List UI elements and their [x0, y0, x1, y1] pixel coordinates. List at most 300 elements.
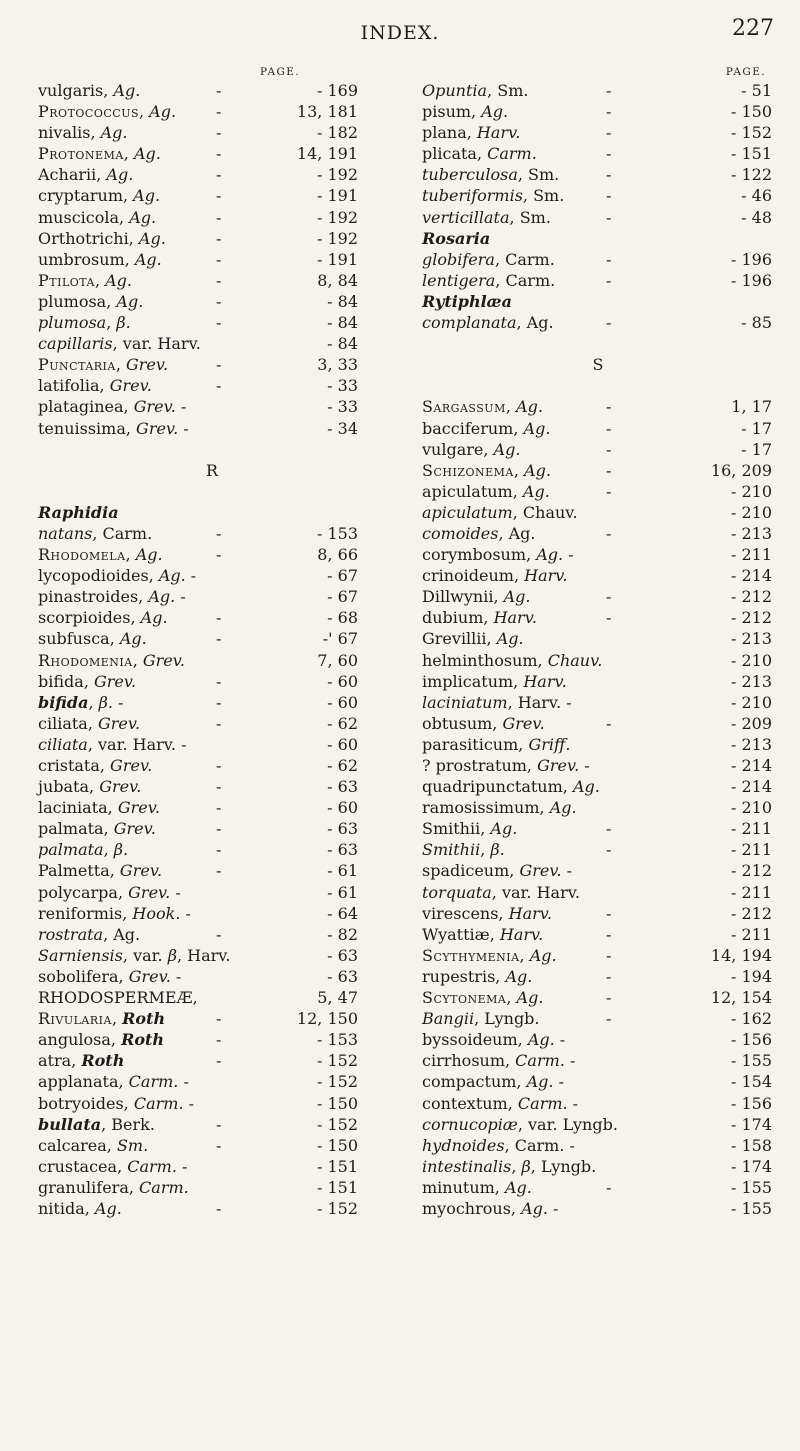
entry-name: reniformis, Hook. -: [38, 903, 191, 923]
entry-page: - 211: [730, 819, 772, 839]
index-entry: [422, 101, 774, 122]
index-entry: [38, 607, 386, 628]
entry-name: palmata, Grev.: [38, 819, 156, 839]
entry-name: Smithii, Ag.: [422, 819, 518, 839]
page-column-label: PAGE.: [725, 66, 766, 78]
entry-page: - 214: [730, 566, 772, 586]
leader-dash: -: [216, 1051, 222, 1071]
index-entry: [422, 1198, 774, 1219]
entry-page: - 84: [327, 313, 358, 333]
index-entry: [422, 460, 774, 481]
leader-dash: -: [216, 924, 222, 944]
index-entry: [38, 291, 386, 312]
index-entry: [38, 966, 386, 987]
entry-name: scorpioides, Ag.: [38, 608, 168, 628]
index-entry: [422, 439, 774, 460]
index-entry: [422, 650, 774, 671]
entry-name: Palmetta, Grev.: [38, 861, 163, 881]
index-entries: [38, 80, 386, 1219]
index-entry: [38, 713, 386, 734]
index-entry: [38, 270, 386, 291]
index-entry: [422, 607, 774, 628]
entry-page: -' 67: [322, 629, 358, 649]
leader-dash: -: [606, 144, 612, 164]
entry-name: rupestris, Ag.: [422, 966, 533, 986]
leader-dash: -: [216, 1135, 222, 1155]
index-entry: [38, 1114, 386, 1135]
entry-page: 1, 17: [731, 397, 772, 417]
leader-dash: -: [216, 270, 222, 290]
entry-page: - 213: [730, 671, 772, 691]
index-entry: [422, 207, 774, 228]
index-entry: [38, 1093, 386, 1114]
leader-dash: -: [606, 81, 612, 100]
entry-name: tuberiformis, Sm.: [422, 186, 565, 206]
entry-page: - 214: [730, 756, 772, 775]
index-entry: [422, 249, 774, 270]
index-entry: [38, 692, 386, 713]
entry-name: corymbosum, Ag. -: [422, 545, 574, 565]
entry-page: - 209: [730, 713, 772, 733]
entry-name: verticillata, Sm.: [422, 207, 551, 227]
spacer: [422, 375, 774, 396]
entry-page: - 46: [741, 186, 772, 206]
entry-page: - 155: [730, 1051, 772, 1071]
index-entry: [422, 143, 774, 164]
entry-page: - 210: [730, 692, 772, 712]
entry-name: Orthotrichi, Ag.: [38, 228, 166, 248]
leader-dash: -: [606, 840, 612, 860]
entry-page: - 33: [327, 397, 358, 417]
entry-name: globifera, Carm.: [422, 249, 555, 269]
index-entry: [422, 502, 774, 523]
index-entry: [38, 502, 386, 523]
entry-name: ciliata, Grev.: [38, 713, 141, 733]
entry-page: - 156: [730, 1030, 772, 1050]
index-entry: [38, 333, 386, 354]
index-entry: [422, 1008, 774, 1029]
entry-name: capillaris, var. Harv.: [38, 334, 201, 354]
entry-name: apiculatum, Ag.: [422, 481, 550, 501]
entry-name: laciniatum, Harv. -: [422, 692, 572, 712]
entry-name: ciliata, var. Harv. -: [38, 734, 187, 754]
entry-name: Opuntia, Sm.: [422, 81, 529, 100]
entry-page: - 60: [327, 798, 358, 818]
entry-name: Sarniensis, var. β, Harv.: [38, 945, 231, 965]
entry-name: apiculatum, Chauv.: [422, 502, 578, 522]
entry-name: cristata, Grev.: [38, 756, 153, 775]
index-entry: [38, 734, 386, 755]
index-entry: [422, 544, 774, 565]
leader-dash: -: [606, 397, 612, 417]
entry-name: rostrata, Ag.: [38, 924, 141, 944]
entry-name: ramosissimum, Ag.: [422, 798, 577, 818]
entry-name: Sargassum, Ag.: [422, 397, 543, 417]
entry-page: - 191: [316, 186, 358, 206]
index-entry: [38, 903, 386, 924]
entry-name: umbrosum, Ag.: [38, 249, 162, 269]
entry-page: - 211: [730, 545, 772, 565]
page-column-label: PAGE.: [260, 66, 301, 78]
spacer: [422, 333, 774, 354]
index-entry: [422, 692, 774, 713]
index-entry: [422, 839, 774, 860]
entry-page: - 67: [327, 566, 358, 586]
entry-name: Acharii, Ag.: [38, 165, 134, 185]
entry-name: jubata, Grev.: [38, 777, 142, 797]
entry-name: crustacea, Carm. -: [38, 1156, 188, 1176]
entry-page: - 194: [730, 966, 772, 986]
entry-name: applanata, Carm. -: [38, 1072, 189, 1092]
entry-page: - 17: [741, 418, 772, 438]
entry-name: polycarpa, Grev. -: [38, 882, 181, 902]
index-entries: [422, 80, 774, 1219]
leader-dash: -: [216, 186, 222, 206]
entry-page: - 211: [730, 840, 772, 860]
entry-page: - 51: [741, 81, 772, 100]
index-entry: [422, 671, 774, 692]
entry-name: minutum, Ag.: [422, 1177, 532, 1197]
leader-dash: -: [606, 988, 612, 1008]
entry-page: - 152: [730, 123, 772, 143]
index-entry: [422, 966, 774, 987]
leader-dash: -: [216, 692, 222, 712]
entry-name: plana, Harv.: [422, 123, 521, 143]
entry-page: - 158: [730, 1135, 772, 1155]
index-column-right: [422, 66, 774, 1219]
entry-page: 16, 209: [710, 460, 772, 480]
entry-name: Rhodomela, Ag.: [38, 545, 163, 565]
entry-page: - 192: [316, 228, 358, 248]
entry-name: cirrhosum, Carm. -: [422, 1051, 576, 1071]
section-letter-text: S: [592, 355, 604, 375]
entry-page: - 210: [730, 502, 772, 522]
leader-dash: -: [216, 313, 222, 333]
section-letter: [422, 354, 774, 375]
entry-page: - 62: [327, 713, 358, 733]
entry-page: - 150: [730, 102, 772, 122]
index-entry: [422, 481, 774, 502]
entry-name: botryoides, Carm. -: [38, 1093, 195, 1113]
entry-page: - 62: [327, 756, 358, 775]
entry-name: Rosaria: [422, 228, 491, 248]
index-entry: [38, 312, 386, 333]
entry-page: - 63: [327, 945, 358, 965]
entry-name: contextum, Carm. -: [422, 1093, 579, 1113]
entry-page: 13, 181: [296, 102, 358, 122]
index-entry: [38, 945, 386, 966]
entry-name: ? prostratum, Grev. -: [422, 756, 590, 775]
index-entry: [422, 1156, 774, 1177]
entry-page: 14, 194: [710, 945, 772, 965]
entry-page: - 212: [730, 608, 772, 628]
leader-dash: -: [216, 671, 222, 691]
index-entry: [38, 860, 386, 881]
entry-page: - 82: [327, 924, 358, 944]
leader-dash: -: [606, 439, 612, 459]
index-entry: [38, 1135, 386, 1156]
leader-dash: -: [606, 608, 612, 628]
index-entry: [38, 228, 386, 249]
index-entry: [422, 565, 774, 586]
leader-dash: -: [606, 165, 612, 185]
entry-name: cornucopiæ, var. Lyngb.: [422, 1114, 618, 1134]
page-header: [0, 0, 800, 60]
leader-dash: -: [606, 460, 612, 480]
entry-page: - 196: [730, 249, 772, 269]
index-entry: [422, 797, 774, 818]
entry-name: Dillwynii, Ag.: [422, 587, 531, 607]
index-entry: [422, 122, 774, 143]
entry-name: nitida, Ag.: [38, 1198, 122, 1218]
entry-page: - 84: [327, 291, 358, 311]
index-entry: [38, 839, 386, 860]
index-entry: [38, 80, 386, 101]
leader-dash: -: [606, 418, 612, 438]
entry-page: - 68: [327, 608, 358, 628]
leader-dash: -: [606, 1009, 612, 1029]
leader-dash: -: [606, 481, 612, 501]
entry-name: natans, Carm.: [38, 523, 153, 543]
leader-dash: -: [606, 924, 612, 944]
leader-dash: -: [216, 355, 222, 375]
entry-page: - 63: [327, 840, 358, 860]
entry-page: - 211: [730, 924, 772, 944]
index-entry: [422, 1050, 774, 1071]
entry-page: - 151: [730, 144, 772, 164]
index-entry: [38, 418, 386, 439]
leader-dash: -: [606, 945, 612, 965]
entry-page: - 151: [316, 1156, 358, 1176]
entry-name: plataginea, Grev. -: [38, 397, 187, 417]
index-entry: [38, 207, 386, 228]
entry-name: plumosa, β.: [38, 313, 131, 333]
leader-dash: -: [216, 629, 222, 649]
entry-name: atra, Roth: [38, 1051, 125, 1071]
entry-name: Rytiphlæa: [422, 291, 512, 311]
entry-page: - 210: [730, 650, 772, 670]
entry-name: plumosa, Ag.: [38, 291, 144, 311]
entry-name: latifolia, Grev.: [38, 376, 152, 396]
entry-page: - 155: [730, 1198, 772, 1218]
index-entry: [422, 1114, 774, 1135]
entry-page: - 17: [741, 439, 772, 459]
entry-name: Bangii, Lyngb.: [422, 1009, 540, 1029]
index-entry: [422, 312, 774, 333]
index-entry: [38, 523, 386, 544]
index-column-left: [38, 66, 386, 1219]
entry-name: complanata, Ag.: [422, 313, 554, 333]
entry-name: quadripunctatum, Ag.: [422, 777, 600, 797]
index-entry: [422, 164, 774, 185]
entry-page: 8, 66: [317, 545, 358, 565]
entry-page: - 153: [316, 523, 358, 543]
entry-page: - 152: [316, 1198, 358, 1218]
index-entry: [38, 776, 386, 797]
leader-dash: -: [216, 1114, 222, 1134]
entry-name: palmata, β.: [38, 840, 129, 860]
index-entry: [422, 1071, 774, 1092]
entry-page: - 212: [730, 861, 772, 881]
entry-name: Scytonema, Ag.: [422, 988, 544, 1008]
entry-name: lycopodioides, Ag. -: [38, 566, 197, 586]
entry-name: implicatum, Harv.: [422, 671, 567, 691]
entry-name: Punctaria, Grev.: [38, 355, 169, 375]
entry-page: - 150: [316, 1135, 358, 1155]
entry-name: Wyattiæ, Harv.: [422, 924, 544, 944]
leader-dash: -: [606, 249, 612, 269]
entry-page: - 33: [327, 376, 358, 396]
entry-name: helminthosum, Chauv.: [422, 650, 603, 670]
entry-page: - 153: [316, 1030, 358, 1050]
index-entry: [38, 1071, 386, 1092]
leader-dash: -: [216, 1030, 222, 1050]
entry-page: - 152: [316, 1072, 358, 1092]
entry-name: obtusum, Grev.: [422, 713, 545, 733]
leader-dash: -: [606, 903, 612, 923]
leader-dash: -: [216, 819, 222, 839]
entry-page: - 211: [730, 882, 772, 902]
entry-page: - 155: [730, 1177, 772, 1197]
index-entry: [38, 1050, 386, 1071]
entry-page: - 214: [730, 777, 772, 797]
entry-page: - 60: [327, 671, 358, 691]
index-entry: [422, 628, 774, 649]
entry-page: - 156: [730, 1093, 772, 1113]
index-entry: [422, 1135, 774, 1156]
index-entry: [38, 354, 386, 375]
entry-name: torquata, var. Harv.: [422, 882, 580, 902]
index-entry: [422, 713, 774, 734]
leader-dash: -: [606, 102, 612, 122]
entry-page: 12, 150: [296, 1009, 358, 1029]
entry-name: bifida, Grev.: [38, 671, 137, 691]
index-entry: [422, 987, 774, 1008]
entry-page: - 84: [327, 334, 358, 354]
entry-name: Protococcus, Ag.: [38, 102, 177, 122]
entry-page: - 61: [327, 882, 358, 902]
entry-page: - 191: [316, 249, 358, 269]
leader-dash: -: [606, 523, 612, 543]
leader-dash: -: [606, 819, 612, 839]
entry-name: Raphidia: [38, 502, 119, 522]
entry-page: - 213: [730, 734, 772, 754]
index-entry: [38, 671, 386, 692]
entry-page: - 151: [316, 1177, 358, 1197]
section-letter: [38, 460, 386, 481]
leader-dash: -: [606, 313, 612, 333]
entry-page: - 63: [327, 777, 358, 797]
leader-dash: -: [606, 587, 612, 607]
entry-name: granulifera, Carm.: [38, 1177, 189, 1197]
entry-name: parasiticum, Griff.: [422, 734, 571, 754]
entry-name: laciniata, Grev.: [38, 798, 160, 818]
leader-dash: -: [216, 777, 222, 797]
index-entry: [38, 375, 386, 396]
leader-dash: -: [216, 756, 222, 775]
entry-name: tuberculosa, Sm.: [422, 165, 560, 185]
entry-page: - 63: [327, 819, 358, 839]
index-entry: [38, 650, 386, 671]
entry-name: pinastroides, Ag. -: [38, 587, 186, 607]
leader-dash: -: [216, 523, 222, 543]
leader-dash: -: [216, 207, 222, 227]
index-entry: [38, 797, 386, 818]
entry-page: - 192: [316, 165, 358, 185]
index-entry: [422, 523, 774, 544]
entry-name: Ptilota, Ag.: [38, 270, 133, 290]
entry-page: - 150: [316, 1093, 358, 1113]
index-entry: [38, 164, 386, 185]
leader-dash: -: [216, 144, 222, 164]
leader-dash: -: [606, 713, 612, 733]
entry-name: muscicola, Ag.: [38, 207, 157, 227]
entry-page: - 152: [316, 1051, 358, 1071]
entry-name: compactum, Ag. -: [422, 1072, 564, 1092]
leader-dash: -: [216, 376, 222, 396]
entry-name: sobolifera, Grev. -: [38, 966, 182, 986]
entry-name: vulgaris, Ag.: [38, 81, 141, 100]
entry-name: RHODOSPERMEÆ,: [38, 988, 198, 1008]
index-entry: [38, 396, 386, 417]
index-entry: [38, 755, 386, 776]
page-number: 227: [732, 16, 774, 41]
entry-page: - 196: [730, 270, 772, 290]
leader-dash: -: [216, 840, 222, 860]
entry-name: nivalis, Ag.: [38, 123, 128, 143]
leader-dash: -: [216, 608, 222, 628]
leader-dash: -: [216, 1198, 222, 1218]
entry-name: crinoideum, Harv.: [422, 566, 568, 586]
entry-name: Rivularia, Roth: [38, 1009, 166, 1029]
entry-page: - 213: [730, 629, 772, 649]
index-entry: [38, 565, 386, 586]
entry-name: bullata, Berk.: [38, 1114, 155, 1134]
entry-page: - 61: [327, 861, 358, 881]
index-entry: [422, 882, 774, 903]
index-entry: [38, 143, 386, 164]
entry-name: Protonema, Ag.: [38, 144, 161, 164]
entry-name: Scythymenia, Ag.: [422, 945, 557, 965]
entry-page: 8, 84: [317, 270, 358, 290]
leader-dash: -: [216, 102, 222, 122]
index-entry: [422, 945, 774, 966]
index-entry: [38, 1156, 386, 1177]
entry-page: - 174: [730, 1156, 772, 1176]
entry-name: bacciferum, Ag.: [422, 418, 551, 438]
index-entry: [422, 1029, 774, 1050]
entry-page: - 210: [730, 798, 772, 818]
entry-page: - 154: [730, 1072, 772, 1092]
entry-name: byssoideum, Ag. -: [422, 1030, 566, 1050]
entry-page: - 64: [327, 903, 358, 923]
index-entry: [38, 882, 386, 903]
entry-name: Schizonema, Ag.: [422, 460, 551, 480]
entry-name: tenuissima, Grev. -: [38, 418, 189, 438]
entry-name: Smithii, β.: [422, 840, 505, 860]
entry-page: - 67: [327, 587, 358, 607]
leader-dash: -: [606, 123, 612, 143]
index-entry: [422, 755, 774, 776]
entry-page: - 182: [316, 123, 358, 143]
index-entry: [38, 544, 386, 565]
entry-page: 3, 33: [317, 355, 358, 375]
leader-dash: -: [216, 81, 222, 100]
entry-page: - 60: [327, 692, 358, 712]
index-entry: [422, 1177, 774, 1198]
entry-page: - 212: [730, 587, 772, 607]
entry-name: spadiceum, Grev. -: [422, 861, 573, 881]
